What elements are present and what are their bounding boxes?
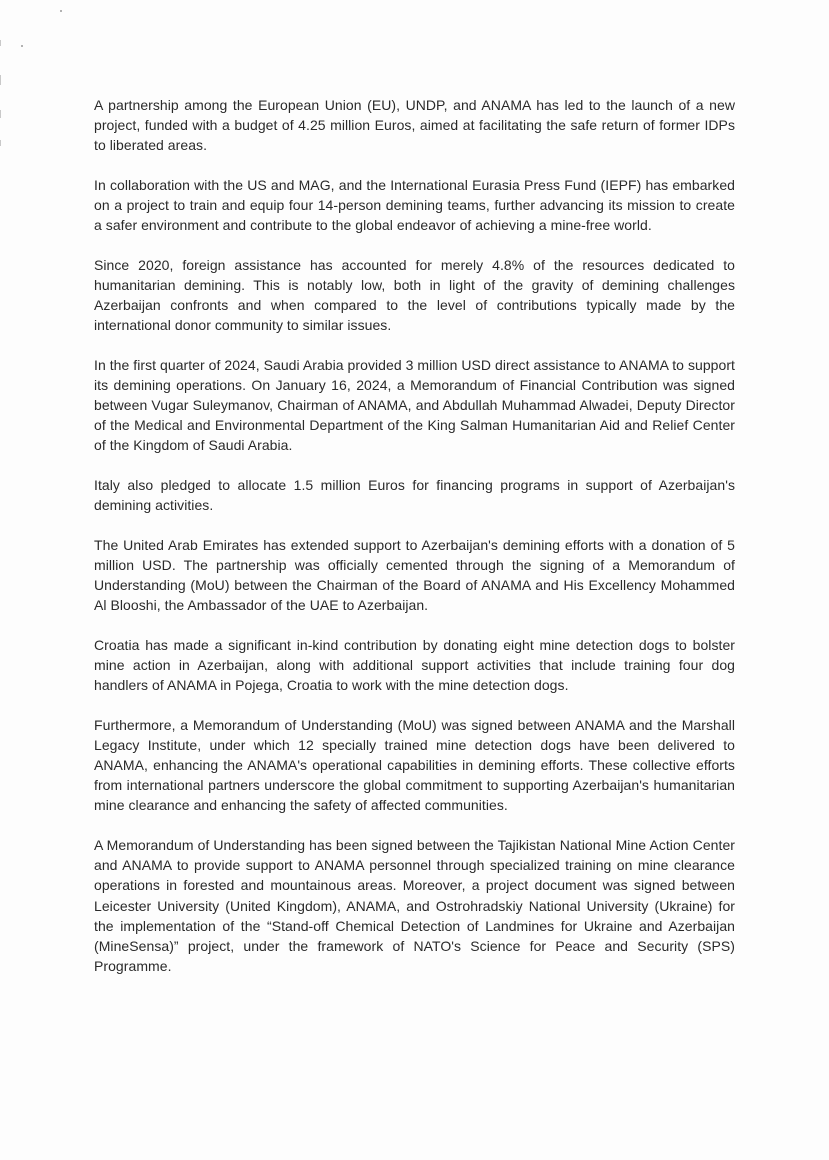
paragraph-italy: Italy also pledged to allocate 1.5 million Euros for financing programs in support of Azerbaijan's demining activities.	[94, 477, 735, 514]
paragraph-marshall-legacy: Furthermore, a Memorandum of Understanding (MoU) was signed between ANAMA and the Marshall Legacy Institute, under which 12 specially trained mine detection dogs have been delivered to ANAMA, enhancing the ANAMA's operational capabilities in demining efforts. These collective efforts from international partners underscore the global commitment to supporting Azerbaijan's humanitarian mine clearance and enhancing the safety of affected communities.	[94, 717, 735, 814]
scan-edge-mark	[0, 75, 1, 85]
paragraph-tajikistan-leicester: A Memorandum of Understanding has been signed between the Tajikistan National Mine Action Center and ANAMA to provide support to ANAMA personnel through specialized training on mine clearance operations in forested and mountainous areas. Moreover, a project document was signed between Leicester University (United Kingdom), ANAMA, and Ostrohradskiy National University (Ukraine) for the implementation of the “Stand-off Chemical Detection of Landmines for Ukraine and Azerbaijan (MineSensa)” project, under the framework of NATO's Science for Peace and Security (SPS) Programme.	[94, 837, 735, 974]
paragraph-croatia: Croatia has made a significant in-kind contribution by donating eight mine detection dogs to bolster mine action in Azerbaijan, along with additional support activities that include training four dog handlers of ANAMA in Pojega, Croatia to work with the mine detection dogs.	[94, 637, 735, 694]
paragraph-eu-undp-partnership: A partnership among the European Union (EU), UNDP, and ANAMA has led to the launch of a new project, funded with a budget of 4.25 million Euros, aimed at facilitating the safe return of former IDPs to liberated areas.	[94, 97, 735, 154]
paragraph-us-mag-iepf: In collaboration with the US and MAG, and the International Eurasia Press Fund (IEPF) has embarked on a project to train and equip four 14-person demining teams, further advancing its mission to create a safer environment and contribute to the global endeavor of achieving a mine-free world.	[94, 176, 735, 234]
scan-edge-mark	[0, 140, 1, 146]
paragraph-saudi-arabia: In the first quarter of 2024, Saudi Arabia provided 3 million USD direct assistance to ANAMA to support its demining operations. On January 16, 2024, a Memorandum of Financial Contribution was signed between Vugar Suleymanov, Chairman of ANAMA, and Abdullah Muhammad Alwadei, Deputy Director of the Medical and Environmental Department of the King Salman Humanitarian Aid and Relief Center of the Kingdom of Saudi Arabia.	[94, 357, 735, 454]
document-body	[94, 95, 735, 996]
scan-speck	[60, 10, 62, 12]
paragraph-uae: The United Arab Emirates has extended support to Azerbaijan's demining efforts with a donation of 5 million USD. The partnership was officially cemented through the signing of a Memorandum of Understanding (MoU) between the Chairman of the Board of ANAMA and His Excellency Mohammed Al Blooshi, the Ambassador of the UAE to Azerbaijan.	[94, 537, 735, 614]
scan-speck	[21, 45, 23, 47]
scan-edge-mark	[0, 40, 1, 46]
paragraph-foreign-assistance: Since 2020, foreign assistance has accounted for merely 4.8% of the resources dedicated to humanitarian demining. This is notably low, both in light of the gravity of demining challenges Azerbaijan confronts and when compared to the level of contributions typically made by the international donor community to similar issues.	[94, 256, 735, 334]
scan-edge-mark	[0, 110, 1, 118]
